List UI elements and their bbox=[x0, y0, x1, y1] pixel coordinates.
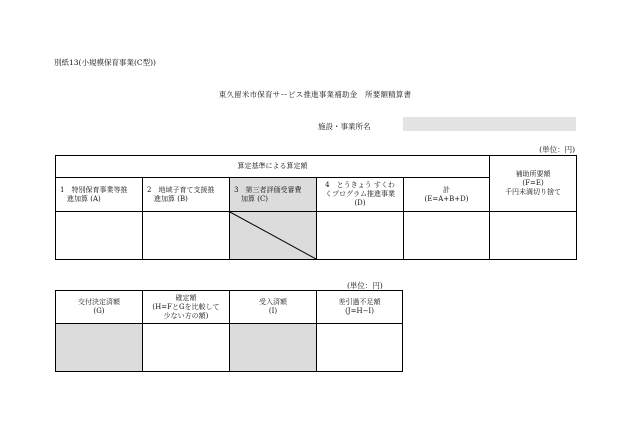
unit-label: (単位：円) bbox=[539, 145, 575, 154]
column-header-j bbox=[317, 291, 403, 324]
document-label: 別紙13(小規模保育事業(C型)) bbox=[54, 58, 156, 67]
value-cell-c-disabled bbox=[230, 212, 317, 260]
value-cell-d[interactable] bbox=[317, 212, 404, 260]
column-header-d bbox=[317, 178, 404, 212]
column-header-i bbox=[230, 291, 317, 324]
value-cell-f[interactable] bbox=[490, 212, 577, 260]
column-header-h bbox=[143, 291, 230, 324]
subsidy-required-header bbox=[490, 156, 577, 212]
facility-name-label: 施設・事業所名 bbox=[318, 122, 371, 131]
header-line: 進加算 (A) bbox=[60, 194, 101, 203]
value-cell-i[interactable] bbox=[230, 324, 317, 372]
header-line: くプログラム推進事業 bbox=[325, 190, 395, 198]
subsidy-header-line: 千円未満切り捨て bbox=[505, 188, 562, 196]
header-line: 2 地域子育て支援推 bbox=[147, 185, 215, 194]
header-line: (J=H−I) bbox=[345, 307, 374, 315]
facility-name-field[interactable] bbox=[403, 117, 576, 131]
header-line: (G) bbox=[93, 307, 105, 315]
value-cell-a[interactable] bbox=[56, 212, 143, 260]
header-line: (E=A+B+D) bbox=[424, 194, 469, 203]
header-line: 交付決定済額 bbox=[78, 298, 120, 306]
document-title: 東久留米市保育サービス推進事業補助金 所要額精算書 bbox=[218, 90, 412, 99]
subsidy-header-line: (F=E) bbox=[522, 179, 544, 187]
value-cell-g[interactable] bbox=[56, 324, 143, 372]
value-cell-h[interactable] bbox=[143, 324, 230, 372]
header-line: 差引過不足額 bbox=[338, 298, 381, 306]
diagonal-line bbox=[230, 212, 316, 259]
unit-label-2: (単位：円) bbox=[347, 281, 383, 290]
column-header-e bbox=[404, 178, 490, 212]
column-header-a bbox=[56, 178, 143, 212]
column-header-g bbox=[56, 291, 143, 324]
header-line: 計 bbox=[443, 185, 451, 194]
column-header-c bbox=[230, 178, 317, 212]
value-cell-b[interactable] bbox=[143, 212, 230, 260]
subsidy-header-line: 補助所要額 bbox=[515, 170, 551, 178]
header-line: 受入済額 bbox=[259, 298, 287, 306]
header-line: 進加算 (B) bbox=[147, 194, 188, 203]
header-line: 少ない方の額) bbox=[163, 311, 209, 320]
column-header-b bbox=[143, 178, 230, 212]
calculation-table bbox=[55, 155, 577, 260]
settlement-table bbox=[55, 290, 403, 372]
header-line: (H=FとGを比較して bbox=[152, 302, 220, 311]
header-line: 3 第三者評価受審費 bbox=[234, 185, 302, 194]
header-line: 4 とうきょう すくわ bbox=[325, 181, 395, 189]
header-line: 加算 (C) bbox=[234, 194, 269, 203]
header-line: 1 特別保育事業等推 bbox=[60, 185, 128, 194]
value-cell-e[interactable] bbox=[404, 212, 490, 260]
header-line: (D) bbox=[354, 199, 366, 207]
header-line: (I) bbox=[268, 307, 278, 315]
calculation-group-header: 算定基準による算定額 bbox=[56, 156, 490, 178]
header-line: 確定額 bbox=[175, 293, 197, 302]
value-cell-j[interactable] bbox=[317, 324, 403, 372]
